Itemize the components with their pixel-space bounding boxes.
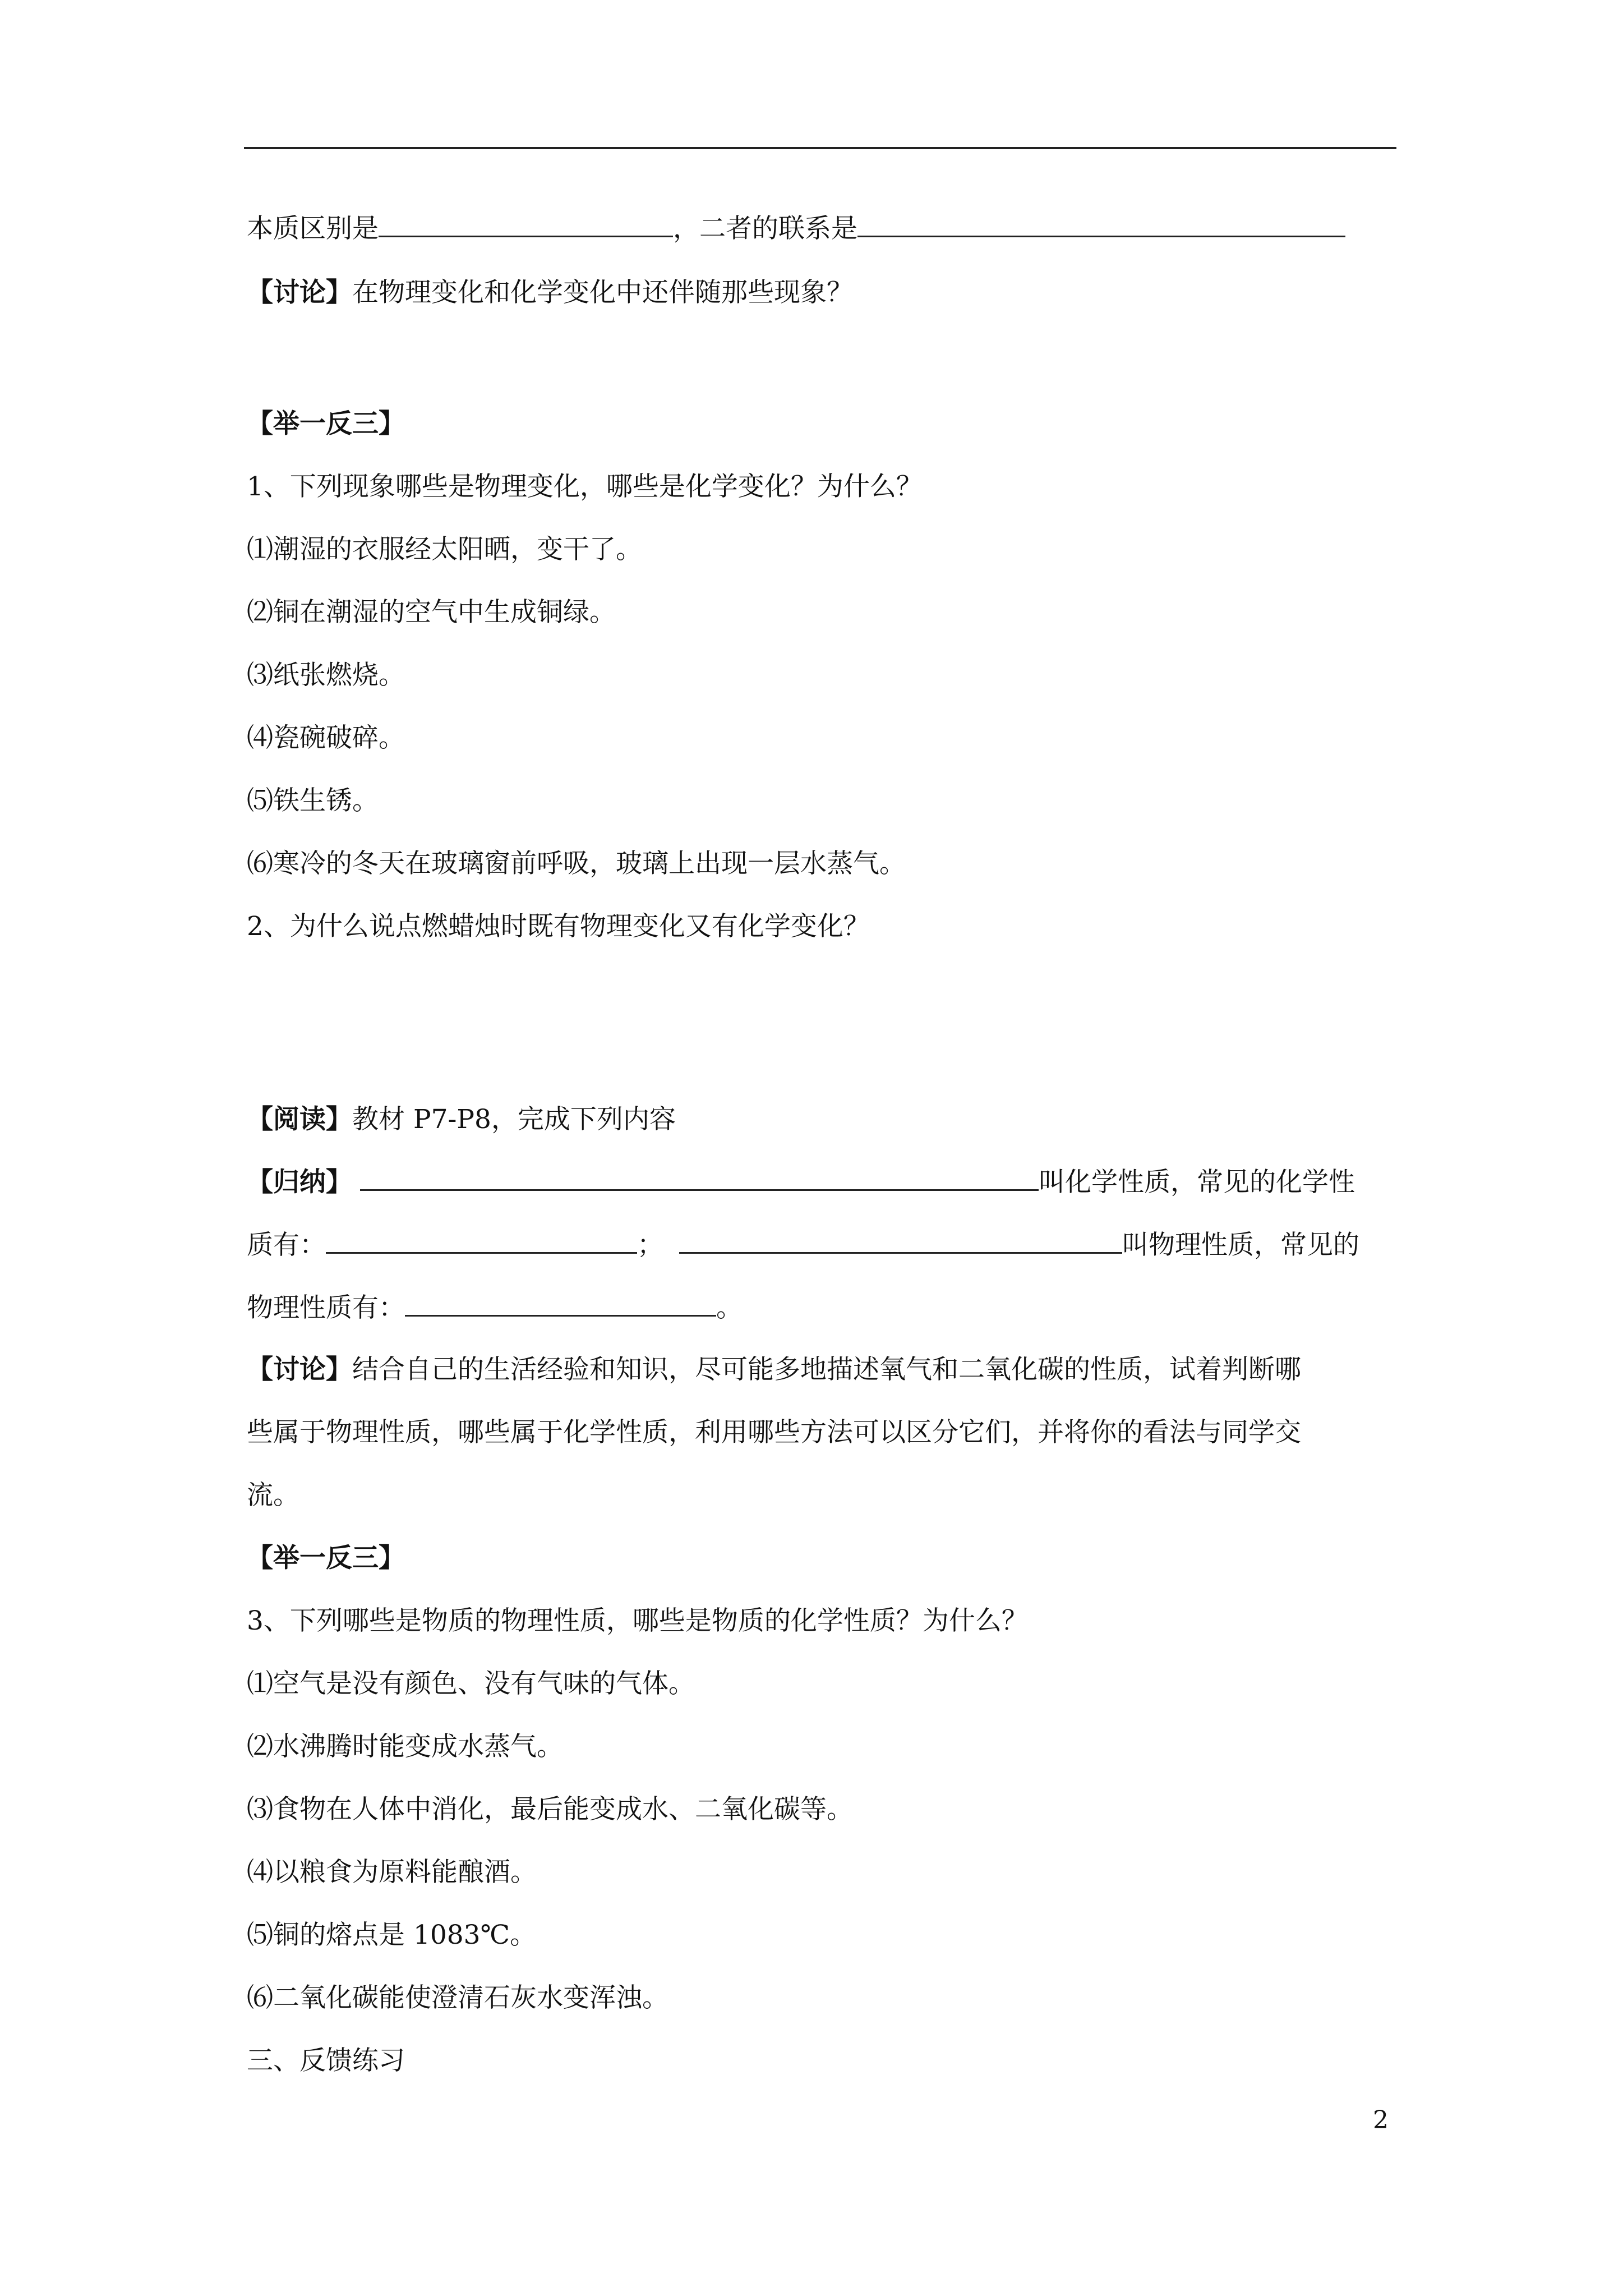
fill-blank[interactable] xyxy=(379,211,673,237)
fill-blank[interactable] xyxy=(405,1290,716,1317)
text-fragment: 在物理变化和化学变化中还伴随那些现象？ xyxy=(352,277,853,308)
question-item: ⑶食物在人体中消化，最后能变成水、二氧化碳等。 xyxy=(247,1794,853,1825)
text-fragment: ； xyxy=(637,1230,663,1260)
question-item: ⑹寒冷的冬天在玻璃窗前呼吸，玻璃上出现一层水蒸气。 xyxy=(247,848,906,879)
fill-blank[interactable] xyxy=(857,211,1345,237)
discussion-line xyxy=(247,1353,1301,1387)
section-heading: 三、反馈练习 xyxy=(247,2045,405,2076)
discussion-line xyxy=(247,276,853,310)
text-fragment: 本质区别是 xyxy=(247,213,379,244)
question-3: 3、下列哪些是物质的物理性质，哪些是物质的化学性质？为什么？ xyxy=(247,1605,1028,1636)
text-fragment: 物理性质有： xyxy=(247,1292,405,1323)
fill-blank[interactable] xyxy=(679,1227,1122,1254)
summary-line xyxy=(247,1290,743,1325)
fill-blank[interactable] xyxy=(360,1165,1039,1191)
reading-line xyxy=(247,1103,676,1137)
question-item: ⑶纸张燃烧。 xyxy=(247,660,405,691)
question-item: ⑷瓷碗破碎。 xyxy=(247,723,405,753)
text-fragment: 叫物理性质，常见的 xyxy=(1122,1230,1359,1260)
text-fragment: 教材 P7-P8，完成下列内容 xyxy=(352,1104,676,1135)
question-item: ⑵铜在潮湿的空气中生成铜绿。 xyxy=(247,597,616,628)
question-item: ⑵水沸腾时能变成水蒸气。 xyxy=(247,1731,563,1762)
summary-line xyxy=(247,1227,1359,1262)
header-rule xyxy=(244,147,1396,149)
section-heading: 【举一反三】 xyxy=(247,1543,405,1573)
section-tag: 【归纳】 xyxy=(247,1167,352,1198)
text-fragment: 质有： xyxy=(247,1230,326,1260)
text-line-essential-difference xyxy=(247,211,1345,246)
page-number: 2 xyxy=(1373,2106,1389,2134)
text-fragment: 。 xyxy=(716,1292,743,1323)
discussion-line: 流。 xyxy=(247,1480,299,1511)
question-2: 2、为什么说点燃蜡烛时既有物理变化又有化学变化？ xyxy=(247,911,870,942)
section-tag: 【阅读】 xyxy=(247,1104,352,1135)
question-item: ⑷以粮食为原料能酿酒。 xyxy=(247,1857,537,1888)
section-tag: 【讨论】 xyxy=(247,277,352,308)
section-heading: 【举一反三】 xyxy=(247,408,405,439)
question-item: ⑸铁生锈。 xyxy=(247,785,379,816)
question-item: ⑹二氧化碳能使澄清石灰水变浑浊。 xyxy=(247,1982,668,2013)
question-1: 1、下列现象哪些是物理变化，哪些是化学变化？为什么？ xyxy=(247,471,923,502)
section-tag: 【讨论】 xyxy=(247,1354,352,1385)
fill-blank[interactable] xyxy=(326,1227,637,1254)
text-fragment: ，二者的联系是 xyxy=(673,213,857,244)
question-item: ⑴空气是没有颜色、没有气味的气体。 xyxy=(247,1668,695,1699)
discussion-line: 些属于物理性质，哪些属于化学性质，利用哪些方法可以区分它们，并将你的看法与同学交 xyxy=(247,1417,1301,1448)
summary-line xyxy=(247,1165,1355,1199)
question-item: ⑴潮湿的衣服经太阳晒，变干了。 xyxy=(247,534,642,565)
question-item: ⑸铜的熔点是 1083℃。 xyxy=(247,1920,537,1950)
text-fragment: 结合自己的生活经验和知识，尽可能多地描述氧气和二氧化碳的性质，试着判断哪 xyxy=(352,1354,1301,1385)
text-fragment: 叫化学性质，常见的化学性 xyxy=(1039,1167,1355,1198)
